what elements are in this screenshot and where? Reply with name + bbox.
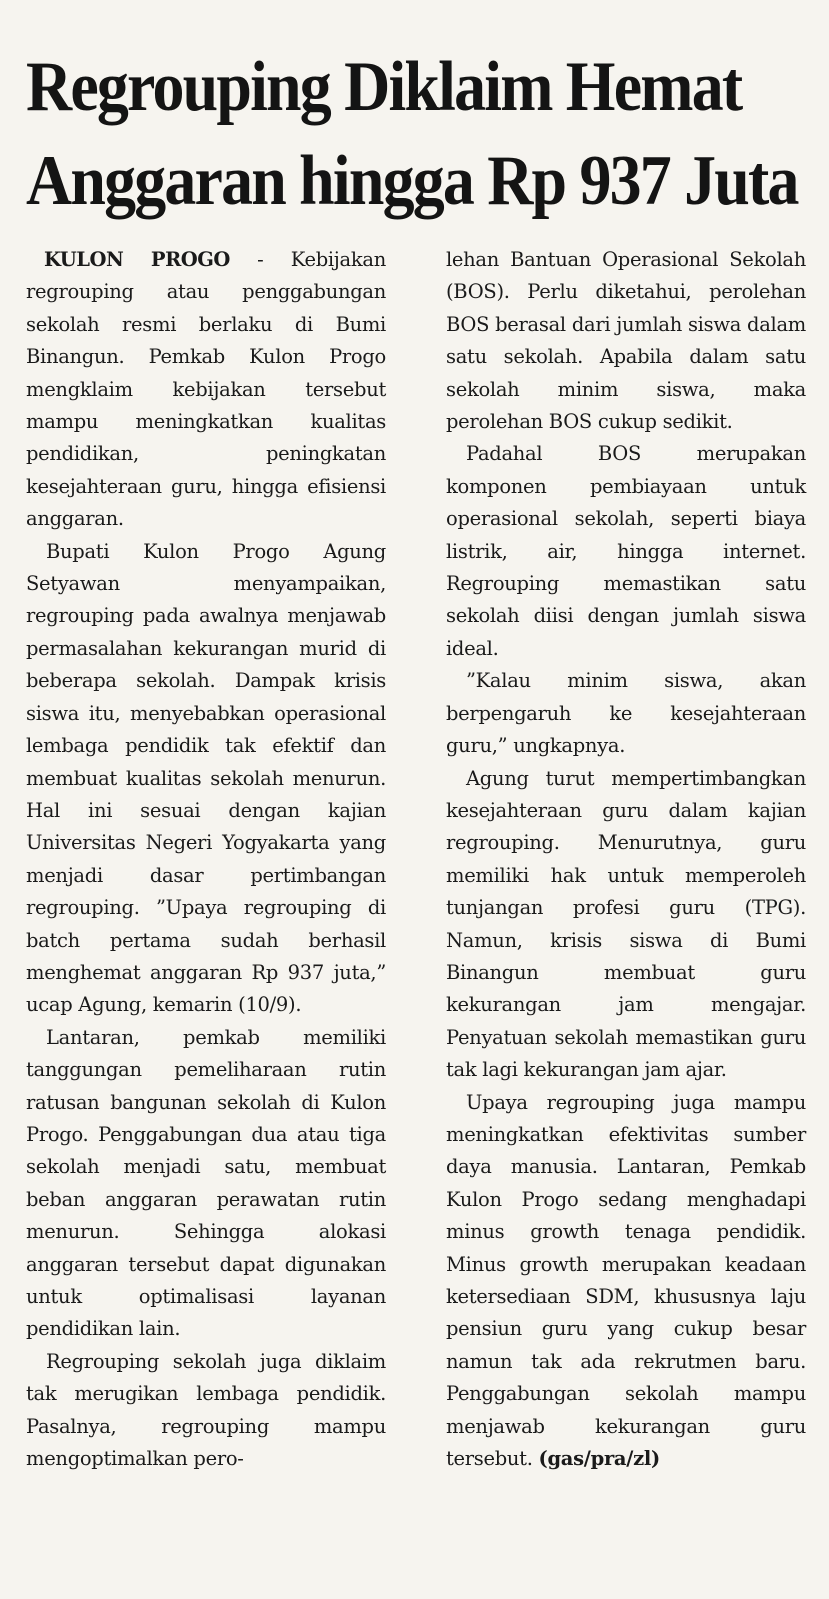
paragraph: Lantaran, pemkab memiliki tanggungan pemeliharaan rutin ratusan bangunan sekolah di Kulon Progo. Penggabungan dua atau tiga sekolah menjadi satu, membuat beban anggaran perawatan rutin menurun. Sehingga alokasi anggaran tersebut dapat digunakan untuk optimalisasi layanan pendidikan lain. xyxy=(26,1025,386,1341)
paragraph: Padahal BOS merupakan komponen pembiayaan untuk operasional sekolah, seperti biaya listrik, air, hingga internet. Regrouping memastikan satu sekolah diisi dengan jumlah siswa ideal. xyxy=(446,442,806,660)
paragraph: lehan Bantuan Operasional Sekolah (BOS). Perlu diketahui, perolehan BOS berasal dari jumlah siswa dalam satu sekolah. Apabila dalam satu sekolah minim siswa, maka perolehan BOS cukup sedikit. xyxy=(446,248,806,434)
article-body xyxy=(26,244,806,1475)
paragraph: Regrouping sekolah juga diklaim tak merugikan lembaga pendidik. Pasalnya, regrouping mampu mengoptimalkan pero- xyxy=(26,1349,386,1471)
headline-line-1: Regrouping Diklaim Hemat xyxy=(26,48,742,126)
paragraph: Bupati Kulon Progo Agung Setyawan menyampaikan, regrouping pada awalnya menjawab permasalahan kekurangan murid di beberapa sekolah. Dampak krisis siswa itu, menyebabkan operasional lembaga pendidik tak efektif dan membuat kualitas sekolah menurun. Hal ini sesuai dengan kajian Universitas Negeri Yogyakarta yang menjadi dasar pertimbangan regrouping. ”Upaya regrouping di batch pertama sudah berhasil menghemat anggaran Rp 937 juta,” ucap Agung, kemarin (10/9). xyxy=(26,539,386,1017)
paragraph: ”Kalau minim siswa, akan berpengaruh ke kesejahteraan guru,” ungkapnya. xyxy=(446,669,806,758)
right-column xyxy=(446,244,806,1475)
paragraph: Agung turut mempertimbangkan kesejahteraan guru dalam kajian regrouping. Menurutnya, guru memiliki hak untuk memperoleh tunjangan profesi guru (TPG). Namun, krisis siswa di Bumi Binangun membuat guru kekurangan jam mengajar. Penyatuan sekolah memastikan guru tak lagi kekurangan jam ajar. xyxy=(446,766,806,1082)
paragraph-text: Upaya regrouping juga mampu meningkatkan efektivitas sumber daya manusia. Lantaran, Pemkab Kulon Progo sedang menghadapi minus growth tenaga pendidik. Minus growth merupakan keadaan ketersediaan SDM, khususnya laju pensiun guru yang cukup besar namun tak ada rekrutmen baru. Penggabungan sekolah mampu menjawab kekurangan guru tersebut. xyxy=(446,1090,806,1471)
left-column xyxy=(26,244,386,1475)
headline-line-2: Anggaran hingga Rp 937 Juta xyxy=(26,142,798,220)
paragraph xyxy=(446,1087,806,1476)
dateline: KULON PROGO xyxy=(44,248,230,271)
paragraph xyxy=(26,244,386,536)
headline xyxy=(26,40,798,228)
paragraph-text: - Kebijakan regrouping atau penggabungan sekolah resmi berlaku di Bumi Binangun. Pemkab Kulon Progo mengklaim kebijakan tersebut mampu meningkatkan kualitas pendidikan, peningkatan kesejahteraan guru, hingga efisiensi anggaran. xyxy=(26,248,386,531)
author-signature: (gas/pra/zl) xyxy=(538,1447,660,1471)
